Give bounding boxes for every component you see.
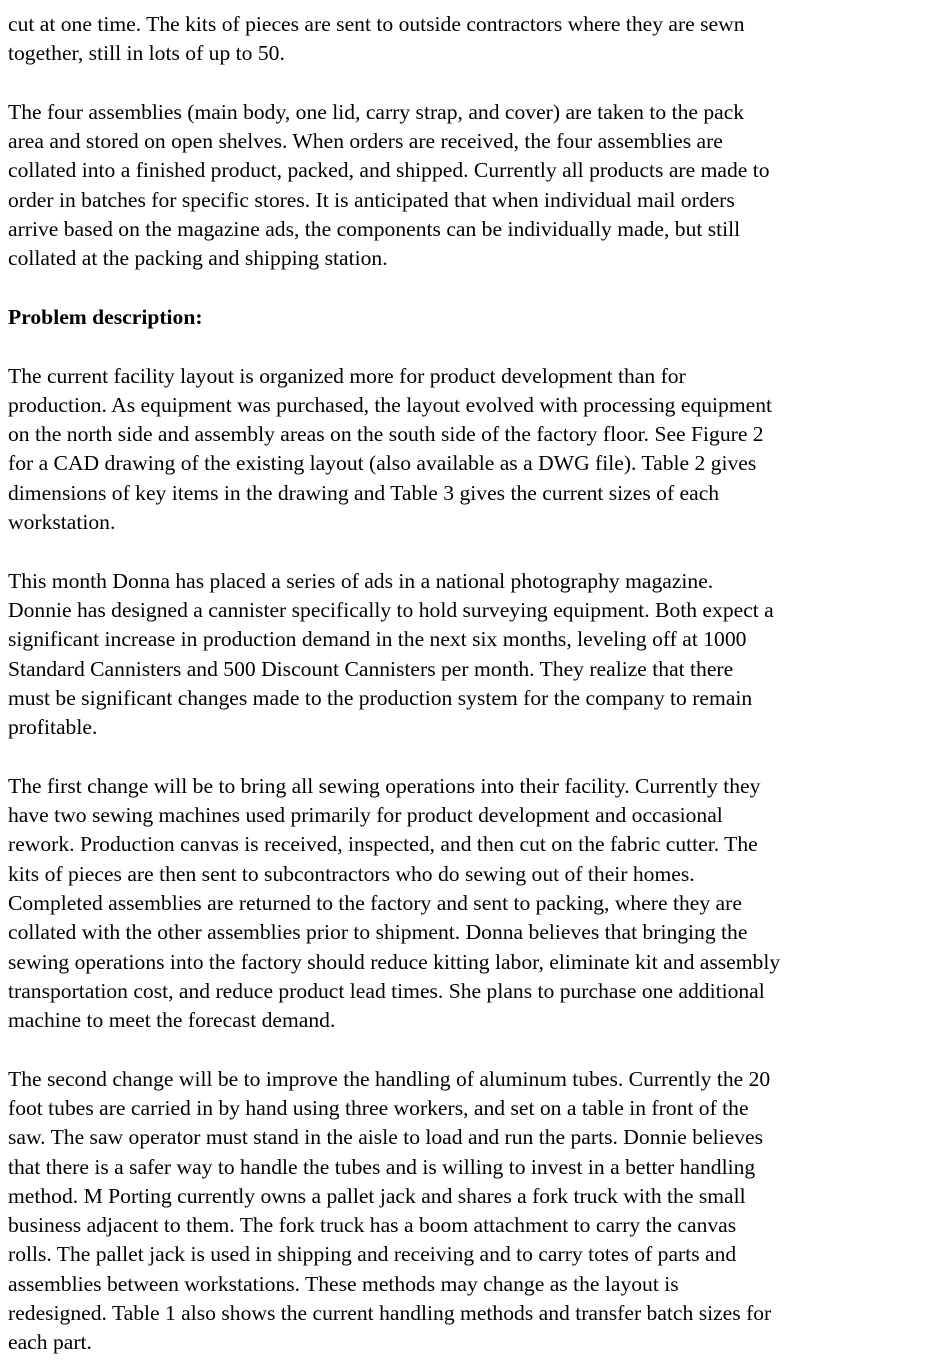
- section-heading-problem-description: Problem description:: [8, 304, 203, 329]
- paragraph-ads-demand: This month Donna has placed a series of ads in a national photography magazine. Donnie has designed a cannister specifically to hold surveying equipment. Both expect a significant increase in production demand in the next six months, leveling off at 1000 Standard Cannisters and 500 Discount Cannisters per month. They realize that there must be significant changes made to the production system for the company to remain profitable.: [8, 568, 774, 740]
- paragraph-four-assemblies: The four assemblies (main body, one lid, carry strap, and cover) are taken to the pack area and stored on open shelves. When orders are received, the four assemblies are collated into a finished product, packed, and shipped. Currently all products are made to order in batches for specific stores. It is anticipated that when individual mail orders arrive based on the magazine ads, the components can be individually made, but still collated at the packing and shipping station.: [8, 99, 770, 271]
- paragraph-kits-contractors: cut at one time. The kits of pieces are sent to outside contractors where they are sewn together, still in lots of up to 50.: [8, 12, 745, 66]
- paragraph-sewing-change: The first change will be to bring all sewing operations into their facility. Currently they have two sewing machines used primarily for product development and occasional rework. Production canvas is received, inspected, and then cut on the fabric cutter. The kits of pieces are then sent to subcontractors who do sewing out of their homes. Completed assemblies are returned to the factory and sent to packing, where they are collated with the other assemblies prior to shipment. Donna believes that bringing the sewing operations into the factory should reduce kitting labor, eliminate kit and assembly transportation cost, and reduce product lead times. She plans to purchase one additional machine to meet the forecast demand.: [8, 773, 781, 1033]
- paragraph-facility-layout: The current facility layout is organized more for product development than for production. As equipment was purchased, the layout evolved with processing equipment on the north side and assembly areas on the south side of the factory floor. See Figure 2 for a CAD drawing of the existing layout (also available as a DWG file). Table 2 gives dimensions of key items in the drawing and Table 3 gives the current sizes of each workstation.: [8, 363, 773, 535]
- paragraph-tube-handling-change: The second change will be to improve the handling of aluminum tubes. Currently the 20 foot tubes are carried in by hand using three workers, and set on a table in front of the saw. The saw operator must stand in the aisle to load and run the parts. Donnie believes that there is a safer way to handle the tubes and is willing to invest in a better handling method. M Porting currently owns a pallet jack and shares a fork truck with the small business adjacent to them. The fork truck has a boom attachment to carry the canvas rolls. The pallet jack is used in shipping and receiving and to carry totes of parts and assemblies between workstations. These methods may change as the layout is redesigned. Table 1 also shows the current handling methods and transfer batch sizes for each part.: [8, 1066, 772, 1355]
